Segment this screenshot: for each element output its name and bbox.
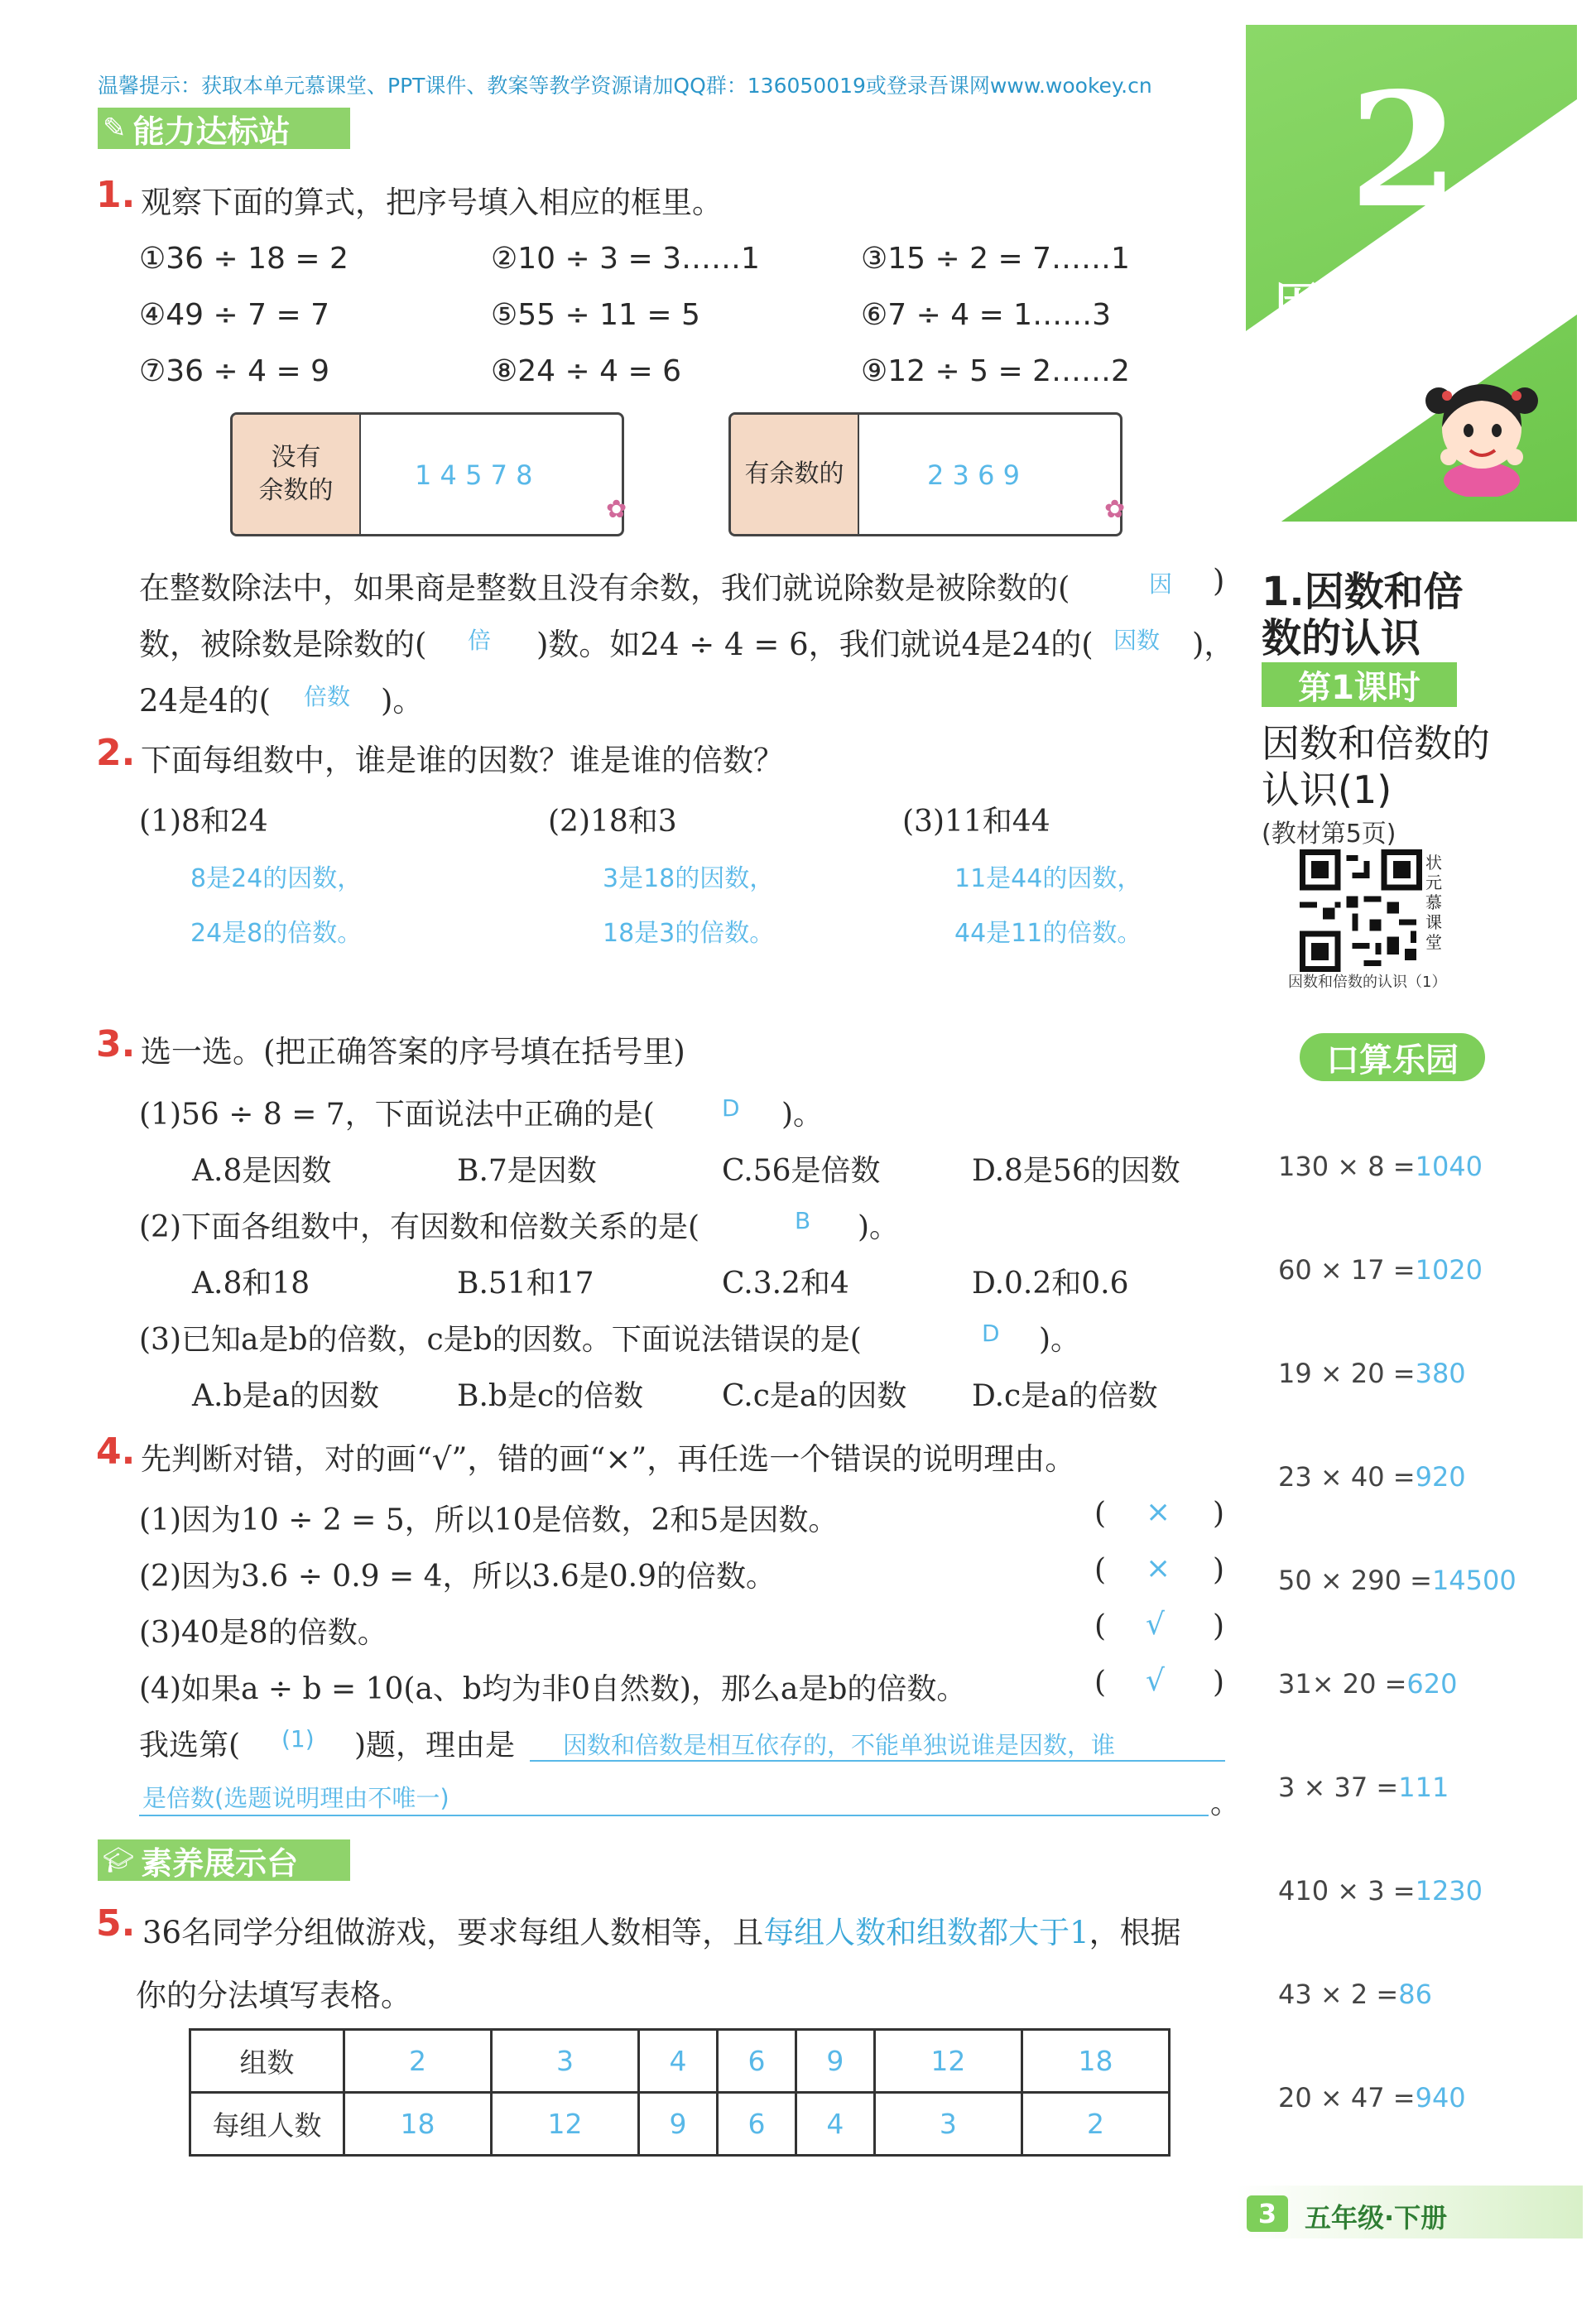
topic-title: 认识(1): [1262, 767, 1392, 812]
handwritten-answer: 3是18的因数，: [603, 864, 775, 893]
paren: (: [1094, 1666, 1107, 1700]
calc-answer: 86: [1398, 1979, 1432, 2010]
choose-answer: (1): [281, 1725, 315, 1753]
table-cell: 2: [1022, 2093, 1169, 2156]
grade-label: 五年级·下册: [1305, 2202, 1448, 2234]
textbook-reference: (教材第5页): [1262, 820, 1396, 849]
box-answer: 2 3 6 9: [927, 459, 1020, 491]
reason-text: 因数和倍数是相互依存的，不能单独说谁是因数，谁: [563, 1731, 1116, 1759]
calc-question: 23 × 40 =: [1278, 1461, 1416, 1493]
fill-answer: 倍: [468, 627, 492, 654]
question-prompt: 选一选。(把正确答案的序号填在括号里): [141, 1034, 685, 1070]
table-row: [190, 2030, 1170, 2093]
sub-question: )。: [858, 1210, 900, 1244]
question-prompt: 你的分法填写表格。: [136, 1978, 411, 2013]
judge-statement: (3)40是8的倍数。: [139, 1616, 387, 1650]
header-hint: 温馨提示：获取本单元慕课堂、PPT课件、教案等教学资源请加QQ群：136050019或登录吾课网www.wookey.cn: [98, 74, 1152, 98]
equation: ⑤55 ÷ 11 = 5: [491, 298, 700, 332]
section-banner-ability: [98, 108, 350, 149]
table-cell: 9: [796, 2030, 874, 2093]
paren: ): [1213, 1497, 1225, 1531]
paren: (: [1094, 1497, 1107, 1531]
choice-answer: D: [722, 1094, 740, 1122]
equation: ⑨12 ÷ 5 = 2……2: [861, 354, 1130, 388]
sub-question: (2)下面各组数中，有因数和倍数关系的是(: [139, 1210, 700, 1244]
fill-answer: 因数: [1113, 627, 1161, 654]
lesson-title: 数的认识: [1262, 615, 1421, 661]
paren: ): [1213, 1553, 1225, 1587]
choice-answer: B: [795, 1207, 811, 1234]
option: C.c是a的因数: [722, 1379, 907, 1413]
handwritten-answer: 24是8的倍数。: [190, 919, 363, 948]
handwritten-answer: 18是3的倍数。: [603, 919, 775, 948]
sub-question: (1)8和24: [139, 805, 268, 839]
table-cell: 6: [718, 2030, 796, 2093]
box-label: 有余数的: [731, 415, 859, 534]
option: A.8是因数: [192, 1154, 332, 1188]
section-title: 素养展示台: [141, 1844, 299, 1882]
calc-answer: 14500: [1431, 1565, 1517, 1596]
fill-text: 在整数除法中，如果商是整数且没有余数，我们就说除数是被除数的(: [139, 570, 1070, 606]
sub-question: (3)11和44: [902, 805, 1050, 839]
mental-calc: [1278, 1875, 1483, 1907]
calc-question: 31× 20 =: [1278, 1668, 1407, 1700]
table-cell: 3: [874, 2093, 1022, 2156]
judge-answer: ×: [1146, 1495, 1171, 1529]
equation: ③15 ÷ 2 = 7……1: [861, 242, 1130, 276]
prompt-part: 36名同学分组做游戏，要求每组人数相等，且: [142, 1915, 764, 1950]
table-cell: 4: [796, 2093, 874, 2156]
calc-answer: 920: [1415, 1461, 1466, 1493]
option: B.51和17: [457, 1267, 594, 1301]
calc-answer: 380: [1415, 1358, 1466, 1389]
choose-text: )题，理由是: [354, 1729, 516, 1762]
fill-text: ): [1213, 563, 1225, 599]
mental-calc: [1278, 2082, 1466, 2113]
choose-text: 我选第(: [139, 1729, 241, 1762]
question-prompt: 观察下面的算式，把序号填入相应的框里。: [141, 185, 723, 220]
calc-question: 130 × 8 =: [1278, 1151, 1416, 1182]
graduation-cap-icon: 🎓︎: [103, 1845, 135, 1875]
calc-question: 410 × 3 =: [1278, 1875, 1416, 1907]
mental-calc: [1278, 1358, 1466, 1389]
answer-box-no-remainder: [230, 412, 624, 536]
equation: ④49 ÷ 7 = 7: [139, 298, 329, 332]
equation: ①36 ÷ 18 = 2: [139, 242, 349, 276]
mental-math-badge: 口算乐园: [1300, 1033, 1485, 1081]
mental-calc: [1278, 1254, 1483, 1286]
calc-answer: 1230: [1415, 1875, 1483, 1907]
calc-answer: 111: [1398, 1772, 1449, 1803]
box-answer: 1 4 5 7 8: [415, 459, 533, 491]
question-prompt: 先判断对错，对的画“√”，错的画“×”，再任选一个错误的说明理由。: [141, 1441, 1076, 1477]
question-number: 3.: [96, 1023, 136, 1065]
choice-answer: D: [982, 1320, 1000, 1347]
table-cell: 4: [639, 2030, 718, 2093]
fill-answer: 因: [1149, 570, 1173, 598]
table-cell: 6: [718, 2093, 796, 2156]
judge-answer: ×: [1146, 1551, 1171, 1585]
mental-calc: [1278, 1772, 1449, 1803]
qr-side-label: 状元慕课堂: [1425, 853, 1442, 952]
mental-calc: [1278, 1151, 1483, 1182]
handwritten-answer: 8是24的因数，: [190, 864, 363, 893]
handwritten-answer: 44是11的倍数。: [954, 919, 1142, 948]
section-title: 能力达标站: [132, 113, 291, 150]
sub-question: )。: [1039, 1323, 1081, 1357]
option: A.8和18: [192, 1267, 310, 1301]
question-number: 4.: [96, 1431, 136, 1473]
calc-question: 3 × 37 =: [1278, 1772, 1399, 1803]
section-banner-literacy: [98, 1839, 350, 1881]
equation: ⑦36 ÷ 4 = 9: [139, 354, 329, 388]
sub-question: (1)56 ÷ 8 = 7，下面说法中正确的是(: [139, 1098, 655, 1132]
option: B.7是因数: [457, 1154, 597, 1188]
option: A.b是a的因数: [192, 1379, 379, 1413]
calc-question: 19 × 20 =: [1278, 1358, 1416, 1389]
option: D.8是56的因数: [972, 1154, 1180, 1188]
grouping-table: [189, 2028, 1171, 2157]
mental-calc: [1278, 1979, 1432, 2010]
highlighted-condition: 每组人数和组数都大于1: [763, 1915, 1089, 1950]
sub-question: (2)18和3: [548, 805, 677, 839]
pencil-icon: ✎: [103, 112, 127, 145]
answer-box-with-remainder: [728, 412, 1122, 536]
fill-text: )数。如24 ÷ 4 = 6，我们就说4是24的(: [536, 627, 1094, 662]
reason-text: 是倍数(选题说明理由不唯一): [142, 1784, 449, 1812]
period-badge: 第1课时: [1262, 662, 1457, 707]
handwritten-answer: 11是44的因数，: [954, 864, 1142, 893]
unit-title: 因数和倍数: [1275, 278, 1498, 330]
calc-question: 20 × 47 =: [1278, 2082, 1416, 2113]
paren: (: [1094, 1553, 1107, 1587]
option: D.c是a的倍数: [972, 1379, 1158, 1413]
qr-caption: 因数和倍数的认识（1）: [1288, 974, 1447, 991]
fill-answer: 倍数: [304, 683, 351, 710]
mental-calc: [1278, 1565, 1517, 1596]
qr-code[interactable]: [1300, 849, 1422, 972]
box-label-line: 余数的: [258, 476, 334, 505]
question-number: 2.: [96, 732, 136, 774]
table-cell: 12: [492, 2093, 639, 2156]
calc-answer: 1040: [1415, 1151, 1483, 1182]
fill-text: 数，被除数是除数的(: [139, 627, 427, 662]
box-label: [233, 415, 361, 534]
flower-icon: ✿: [606, 495, 627, 524]
table-row: [190, 2093, 1170, 2156]
calc-answer: 1020: [1415, 1254, 1483, 1286]
paren: ): [1213, 1609, 1225, 1643]
judge-statement: (4)如果a ÷ b = 10(a、b均为非0自然数)，那么a是b的倍数。: [139, 1672, 967, 1706]
question-number: 1.: [96, 174, 136, 216]
calc-question: 43 × 2 =: [1278, 1979, 1399, 2010]
lesson-title: 1.因数和倍: [1262, 569, 1464, 615]
fill-text: )。: [381, 683, 424, 719]
box-label-line: 没有: [271, 443, 321, 472]
prompt-part: ，根据: [1089, 1915, 1181, 1950]
question-prompt: [142, 1907, 1181, 1952]
option: C.3.2和4: [722, 1267, 849, 1301]
judge-statement: (2)因为3.6 ÷ 0.9 = 4，所以3.6是0.9的倍数。: [139, 1560, 776, 1594]
fill-text: 24是4的(: [139, 683, 272, 719]
calc-question: 50 × 290 =: [1278, 1565, 1432, 1596]
option: C.56是倍数: [722, 1154, 881, 1188]
calc-answer: 620: [1406, 1668, 1458, 1700]
equation: ②10 ÷ 3 = 3……1: [491, 242, 760, 276]
question-number: 5.: [96, 1902, 136, 1945]
question-prompt: 下面每组数中，谁是谁的因数？谁是谁的倍数？: [141, 743, 784, 778]
option: B.b是c的倍数: [457, 1379, 644, 1413]
option: D.0.2和0.6: [972, 1267, 1129, 1301]
mental-calc: [1278, 1461, 1466, 1493]
fill-text: )，: [1192, 627, 1235, 662]
end-mark: 。: [1210, 1786, 1241, 1820]
answer-underline: [530, 1760, 1225, 1762]
calc-question: 60 × 17 =: [1278, 1254, 1416, 1286]
table-cell: 2: [344, 2030, 492, 2093]
judge-answer: √: [1146, 1664, 1165, 1698]
table-cell: 9: [639, 2093, 718, 2156]
calc-answer: 940: [1415, 2082, 1466, 2113]
judge-statement: (1)因为10 ÷ 2 = 5，所以10是倍数，2和5是因数。: [139, 1503, 839, 1537]
table-cell: 18: [344, 2093, 492, 2156]
paren: (: [1094, 1609, 1107, 1643]
unit-number: 2: [1349, 58, 1459, 243]
paren: ): [1213, 1666, 1225, 1700]
girl-mascot-illustration: [1424, 364, 1540, 497]
table-cell: 18: [1022, 2030, 1169, 2093]
equation: ⑥7 ÷ 4 = 1……3: [861, 298, 1111, 332]
mental-calc: [1278, 1668, 1457, 1700]
row-header: 每组人数: [190, 2093, 344, 2156]
sub-question: (3)已知a是b的倍数，c是b的因数。下面说法错误的是(: [139, 1323, 862, 1357]
answer-underline: [139, 1815, 1209, 1816]
row-header: 组数: [190, 2030, 344, 2093]
judge-answer: √: [1146, 1608, 1165, 1642]
topic-title: 因数和倍数的: [1262, 721, 1490, 766]
flower-icon: ✿: [1104, 495, 1126, 524]
table-cell: 12: [874, 2030, 1022, 2093]
table-cell: 3: [492, 2030, 639, 2093]
sub-question: )。: [781, 1098, 824, 1132]
equation: ⑧24 ÷ 4 = 6: [491, 354, 681, 388]
page-number: 3: [1247, 2195, 1288, 2232]
